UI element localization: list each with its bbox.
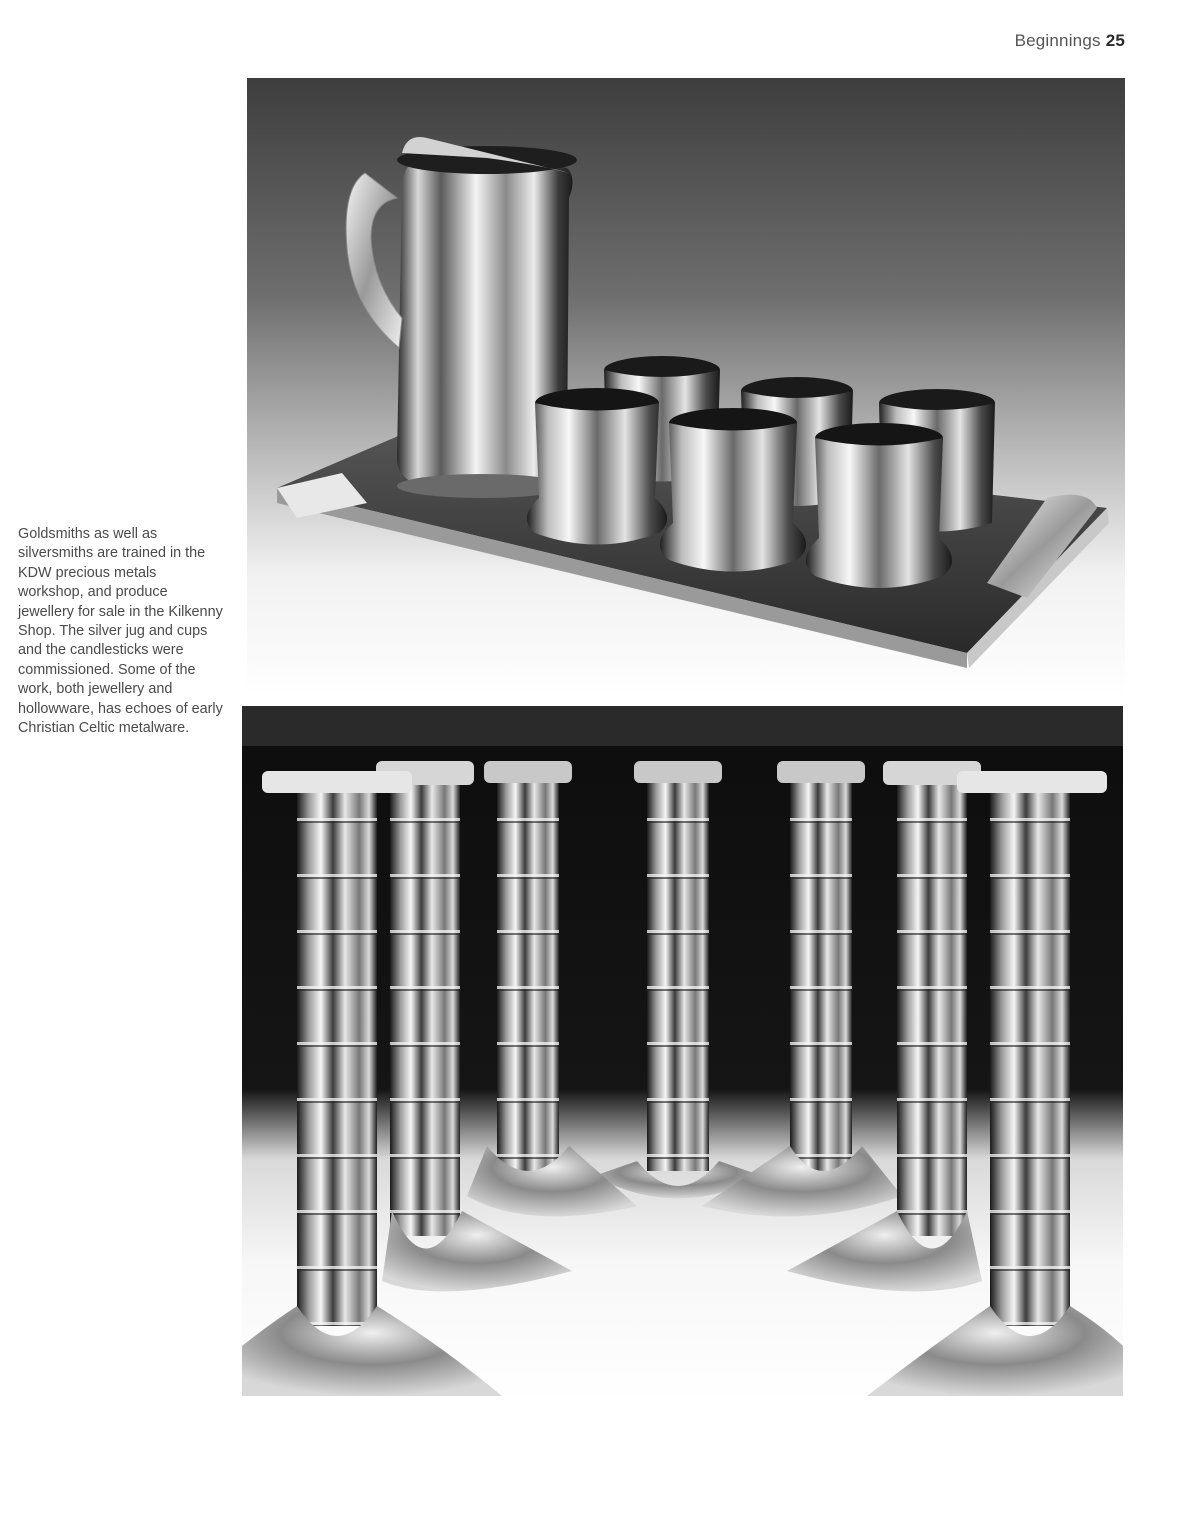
photo-candlesticks: [242, 706, 1123, 1403]
running-head: [1015, 31, 1125, 51]
photo-jug-and-cups: [247, 78, 1125, 698]
section-title: Beginnings: [1014, 31, 1101, 50]
photo-caption: Goldsmiths as well as silversmiths are trained in the KDW precious metals workshop, and produce jewellery for sale in the Kilkenny Shop. The silver jug and cups and the candlesticks were commissioned. Some of the work, both jewellery and hollowware, has echoes of early Christian Celtic metalware.: [18, 526, 223, 737]
page-number: 25: [1105, 31, 1125, 50]
